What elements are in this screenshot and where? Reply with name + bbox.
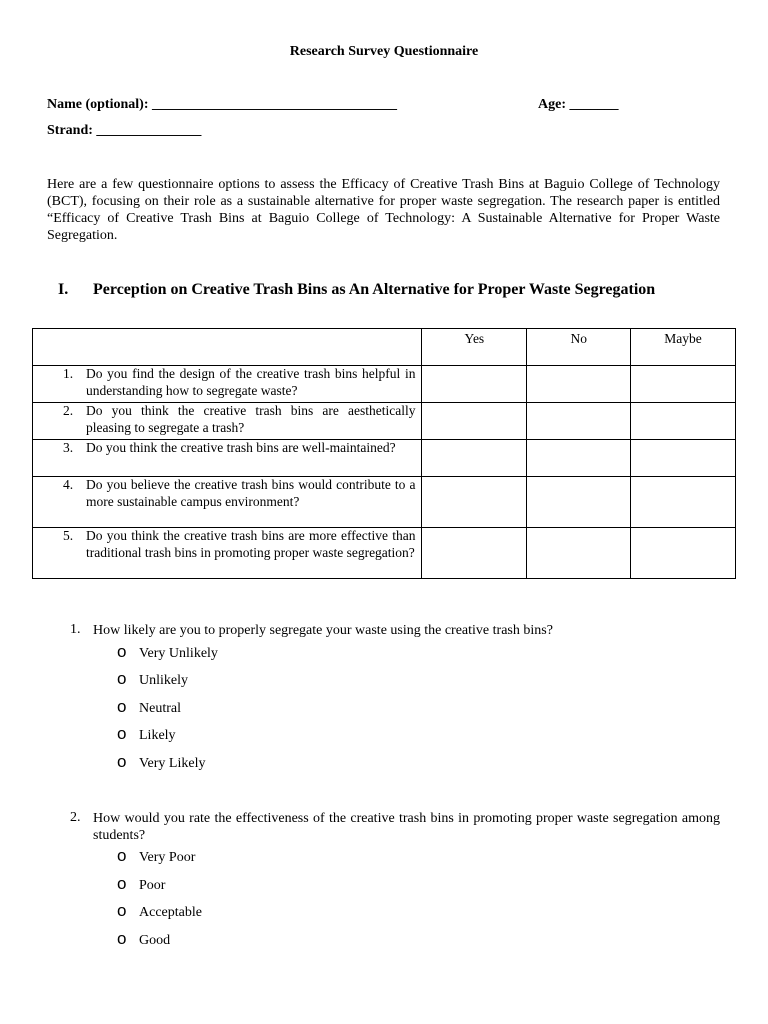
answer-yes-cell[interactable] xyxy=(422,403,527,440)
option-label: Likely xyxy=(139,728,176,743)
question-cell xyxy=(33,440,422,477)
question-number: 2. xyxy=(63,403,74,418)
header-blank-cell xyxy=(33,329,422,366)
radio-circle-icon[interactable]: o xyxy=(117,929,127,948)
header-yes: Yes xyxy=(422,329,527,366)
mc-question-number: 2. xyxy=(70,810,81,825)
question-text: Do you think the creative trash bins are more effective than traditional trash bins in promoting proper waste segregation? xyxy=(86,528,416,560)
question-cell xyxy=(33,477,422,528)
answer-no-cell[interactable] xyxy=(527,366,631,403)
header-no: No xyxy=(527,329,631,366)
section-number: I. xyxy=(58,281,69,298)
name-label: Name (optional): xyxy=(47,97,149,112)
answer-yes-cell[interactable] xyxy=(422,440,527,477)
answer-maybe-cell[interactable] xyxy=(631,366,736,403)
question-text: Do you believe the creative trash bins would contribute to a more sustainable campus environment? xyxy=(86,477,416,509)
answer-no-cell[interactable] xyxy=(527,528,631,579)
radio-circle-icon[interactable]: o xyxy=(117,724,127,743)
age-field-row xyxy=(538,97,619,113)
section-title: Perception on Creative Trash Bins as An Alternative for Proper Waste Segregation xyxy=(93,281,656,298)
perception-table xyxy=(32,328,736,579)
answer-yes-cell[interactable] xyxy=(422,477,527,528)
question-number: 5. xyxy=(63,528,74,543)
question-text: Do you think the creative trash bins are well-maintained? xyxy=(86,440,396,455)
mc-question-text: How would you rate the effectiveness of the creative trash bins in promoting proper waste segregation among students? xyxy=(93,811,720,843)
table-row xyxy=(33,477,736,528)
name-field-row xyxy=(47,97,397,113)
document-title: Research Survey Questionnaire xyxy=(289,44,479,59)
mc-question-text: How likely are you to properly segregate your waste using the creative trash bins? xyxy=(93,623,553,638)
answer-maybe-cell[interactable] xyxy=(631,440,736,477)
intro-paragraph: Here are a few questionnaire options to assess the Efficacy of Creative Trash Bins at Baguio College of Technology (BCT), focusing on their role as a sustainable alternative for proper waste segregation. The research paper is entitled “Efficacy of Creative Trash Bins at Baguio College of Technology: A Sustainable Alternative for Proper Waste Segregation. xyxy=(47,177,720,243)
question-number: 4. xyxy=(63,477,74,492)
option-label: Very Likely xyxy=(139,756,206,771)
answer-no-cell[interactable] xyxy=(527,403,631,440)
question-number: 1. xyxy=(63,366,74,381)
answer-maybe-cell[interactable] xyxy=(631,528,736,579)
strand-blank[interactable]: _______________ xyxy=(96,123,202,138)
strand-label: Strand: xyxy=(47,123,93,138)
table-row xyxy=(33,366,736,403)
question-cell xyxy=(33,528,422,579)
option-label: Good xyxy=(139,933,171,948)
name-blank[interactable]: ___________________________________ xyxy=(152,97,397,112)
answer-no-cell[interactable] xyxy=(527,477,631,528)
option-label: Unlikely xyxy=(139,673,188,688)
table-row xyxy=(33,528,736,579)
age-label: Age: xyxy=(538,97,566,112)
option-label: Acceptable xyxy=(139,905,202,920)
radio-circle-icon[interactable]: o xyxy=(117,846,127,865)
table-row xyxy=(33,440,736,477)
question-text: Do you find the design of the creative trash bins helpful in understanding how to segregate waste? xyxy=(86,366,416,398)
radio-circle-icon[interactable]: o xyxy=(117,697,127,716)
table-row xyxy=(33,403,736,440)
question-text: Do you think the creative trash bins are aesthetically pleasing to segregate a trash? xyxy=(86,403,416,435)
answer-yes-cell[interactable] xyxy=(422,366,527,403)
header-maybe: Maybe xyxy=(631,329,736,366)
option-label: Neutral xyxy=(139,701,181,716)
age-blank[interactable]: _______ xyxy=(569,97,619,112)
answer-no-cell[interactable] xyxy=(527,440,631,477)
option-label: Very Poor xyxy=(139,850,196,865)
radio-circle-icon[interactable]: o xyxy=(117,901,127,920)
strand-field-row xyxy=(47,123,201,139)
radio-circle-icon[interactable]: o xyxy=(117,669,127,688)
answer-maybe-cell[interactable] xyxy=(631,477,736,528)
radio-circle-icon[interactable]: o xyxy=(117,642,127,661)
radio-circle-icon[interactable]: o xyxy=(117,874,127,893)
question-number: 3. xyxy=(63,440,74,455)
radio-circle-icon[interactable]: o xyxy=(117,752,127,771)
option-label: Poor xyxy=(139,878,166,893)
table-header-row xyxy=(33,329,736,366)
answer-yes-cell[interactable] xyxy=(422,528,527,579)
option-label: Very Unlikely xyxy=(139,646,218,661)
mc-question-number: 1. xyxy=(70,622,81,637)
question-cell xyxy=(33,403,422,440)
answer-maybe-cell[interactable] xyxy=(631,403,736,440)
question-cell xyxy=(33,366,422,403)
